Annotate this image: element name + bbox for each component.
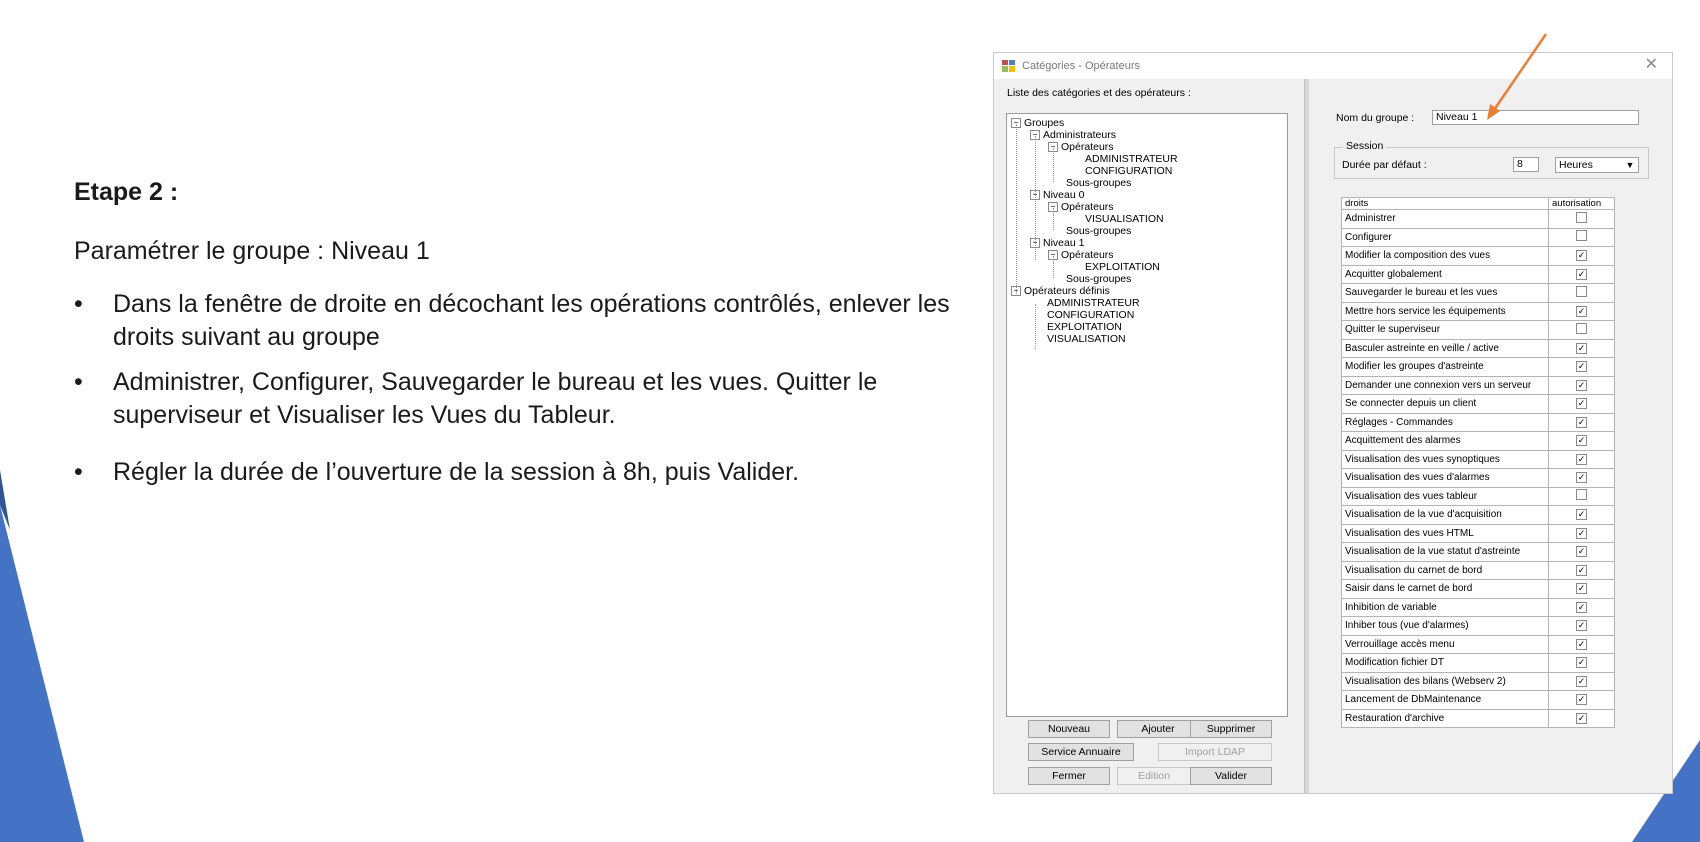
authorization-checkbox[interactable]: ✓ <box>1577 250 1586 261</box>
step-subtitle: Paramétrer le groupe : Niveau 1 <box>74 237 430 265</box>
duration-input[interactable]: 8 <box>1513 157 1539 172</box>
tree-node-label: EXPLOITATION <box>1047 321 1122 333</box>
right-name: Saisir dans le carnet de bord <box>1342 580 1549 599</box>
right-name: Visualisation des bilans (Webserv 2) <box>1342 672 1549 691</box>
authorization-checkbox[interactable]: ✓ <box>1577 305 1586 316</box>
right-name: Visualisation de la vue d'acquisition <box>1342 506 1549 525</box>
close-icon[interactable]: ✕ <box>1644 56 1658 73</box>
edition-button: Edition <box>1117 767 1191 785</box>
tree-node-label: ADMINISTRATEUR <box>1047 297 1140 309</box>
tree-node-label: Groupes <box>1024 117 1065 129</box>
right-name: Configurer <box>1342 228 1549 247</box>
right-name: Inhibition de variable <box>1342 598 1549 617</box>
import-ldap-button: Import LDAP <box>1158 743 1272 761</box>
tree-node-label: EXPLOITATION <box>1085 261 1160 273</box>
group-name-label: Nom du groupe : <box>1336 112 1415 124</box>
right-name: Visualisation des vues HTML <box>1342 524 1549 543</box>
session-label: Session <box>1343 140 1386 152</box>
tree-node-label: VISUALISATION <box>1085 213 1164 225</box>
right-name: Visualisation des vues d'alarmes <box>1342 469 1549 488</box>
right-name: Inhiber tous (vue d'alarmes) <box>1342 617 1549 636</box>
authorization-checkbox[interactable]: ✓ <box>1577 657 1586 668</box>
nouveau-button[interactable]: Nouveau <box>1028 720 1110 738</box>
authorization-checkbox[interactable]: ✓ <box>1577 361 1586 372</box>
authorization-checkbox[interactable]: ✓ <box>1577 601 1586 612</box>
tree-node-label: ADMINISTRATEUR <box>1085 153 1178 165</box>
right-name: Acquitter globalement <box>1342 265 1549 284</box>
collapse-icon[interactable]: − <box>1011 286 1021 296</box>
authorization-checkbox[interactable]: ✓ <box>1577 638 1586 649</box>
dialog-title: Catégories - Opérateurs <box>1022 60 1140 72</box>
right-name: Restauration d'archive <box>1342 709 1549 728</box>
instruction-text: Régler la durée de l’ouverture de la session à 8h, puis Valider. <box>113 458 800 486</box>
right-name: Modifier les groupes d'astreinte <box>1342 358 1549 377</box>
authorization-checkbox[interactable]: ✓ <box>1577 675 1586 686</box>
authorization-checkbox[interactable]: ✓ <box>1577 694 1586 705</box>
right-name: Mettre hors service les équipements <box>1342 302 1549 321</box>
tree-node-label: CONFIGURATION <box>1085 165 1173 177</box>
authorization-checkbox[interactable]: ✓ <box>1577 583 1586 594</box>
authorization-checkbox[interactable]: ✓ <box>1577 342 1586 353</box>
valider-button[interactable]: Valider <box>1190 767 1272 785</box>
instruction-text: Administrer, Configurer, Sauvegarder le bureau et les vues. Quitter le superviseur et Visualiser les Vues du Tableur. <box>113 368 878 429</box>
authorization-checkbox[interactable]: ✓ <box>1577 398 1586 409</box>
tree-label: Liste des catégories et des opérateurs : <box>1007 87 1191 99</box>
authorization-checkbox[interactable]: ✓ <box>1577 564 1586 575</box>
bullet-icon: • <box>74 458 83 486</box>
service-annuaire-button[interactable]: Service Annuaire <box>1028 743 1134 761</box>
right-name: Demander une connexion vers un serveur <box>1342 376 1549 395</box>
fermer-button[interactable]: Fermer <box>1028 767 1110 785</box>
right-name: Visualisation des vues synoptiques <box>1342 450 1549 469</box>
collapse-icon[interactable]: − <box>1011 118 1021 128</box>
authorization-checkbox[interactable]: ✓ <box>1577 472 1586 483</box>
collapse-icon[interactable]: − <box>1030 130 1040 140</box>
chevron-down-icon[interactable]: ▼ <box>1625 160 1635 170</box>
tree-node-label: Sous-groupes <box>1066 177 1132 189</box>
instruction-text: Dans la fenêtre de droite en décochant les opérations contrôlés, enlever les droits suivant au groupe <box>113 290 950 351</box>
right-name: Basculer astreinte en veille / active <box>1342 339 1549 358</box>
authorization-checkbox[interactable]: ✓ <box>1577 435 1586 446</box>
authorization-checkbox[interactable]: ✓ <box>1577 268 1586 279</box>
tree-node-label: Administrateurs <box>1043 129 1116 141</box>
tree-node-label: Opérateurs définis <box>1024 285 1110 297</box>
collapse-icon[interactable]: − <box>1030 238 1040 248</box>
group-name-input[interactable]: Niveau 1 <box>1432 110 1639 125</box>
tree-node-label: CONFIGURATION <box>1047 309 1135 321</box>
right-name: Se connecter depuis un client <box>1342 395 1549 414</box>
authorization-checkbox[interactable]: ✓ <box>1577 416 1586 427</box>
authorization-checkbox[interactable]: ✓ <box>1577 509 1586 520</box>
duration-unit-value: Heures <box>1559 159 1593 171</box>
authorization-checkbox[interactable]: ✓ <box>1577 712 1586 723</box>
authorization-checkbox[interactable]: ✓ <box>1577 453 1586 464</box>
tree-node-label: VISUALISATION <box>1047 333 1126 345</box>
duration-label: Durée par défaut : <box>1342 159 1427 171</box>
arrow-head-icon <box>1487 104 1500 120</box>
authorization-checkbox[interactable]: ✓ <box>1577 379 1586 390</box>
authorization-checkbox[interactable]: ✓ <box>1577 527 1586 538</box>
tree-node-label: Opérateurs <box>1061 249 1114 261</box>
tree-node-label: Opérateurs <box>1061 141 1114 153</box>
right-name: Acquittement des alarmes <box>1342 432 1549 451</box>
bullet-icon: • <box>74 368 83 396</box>
right-name: Administrer <box>1342 210 1549 229</box>
collapse-icon[interactable]: − <box>1030 190 1040 200</box>
right-name: Quitter le superviseur <box>1342 321 1549 340</box>
arrow-line <box>1494 34 1546 110</box>
ajouter-button[interactable]: Ajouter <box>1117 720 1199 738</box>
authorization-checkbox[interactable]: ✓ <box>1577 546 1586 557</box>
col-header-autorisation[interactable]: autorisation <box>1549 198 1615 210</box>
supprimer-button[interactable]: Supprimer <box>1190 720 1272 738</box>
right-name: Visualisation des vues tableur <box>1342 487 1549 506</box>
tree-node-label: Opérateurs <box>1061 201 1114 213</box>
right-name: Visualisation de la vue statut d'astreinte <box>1342 543 1549 562</box>
right-name: Sauvegarder le bureau et les vues <box>1342 284 1549 303</box>
right-name: Verrouillage accès menu <box>1342 635 1549 654</box>
tree-node-label: Sous-groupes <box>1066 273 1132 285</box>
collapse-icon[interactable]: − <box>1048 202 1058 212</box>
right-name: Lancement de DbMaintenance <box>1342 691 1549 710</box>
tree-node-label: Niveau 0 <box>1043 189 1085 201</box>
right-name: Visualisation du carnet de bord <box>1342 561 1549 580</box>
right-name: Modifier la composition des vues <box>1342 247 1549 266</box>
bullet-icon: • <box>74 290 83 318</box>
authorization-checkbox[interactable]: ✓ <box>1577 620 1586 631</box>
tree-node-label: Niveau 1 <box>1043 237 1085 249</box>
tree-node-label: Sous-groupes <box>1066 225 1132 237</box>
right-name: Réglages - Commandes <box>1342 413 1549 432</box>
step-title: Etape 2 : <box>74 178 179 206</box>
collapse-icon[interactable]: − <box>1048 250 1058 260</box>
right-name: Modification fichier DT <box>1342 654 1549 673</box>
collapse-icon[interactable]: − <box>1048 142 1058 152</box>
col-header-droits[interactable]: droits <box>1342 198 1549 210</box>
